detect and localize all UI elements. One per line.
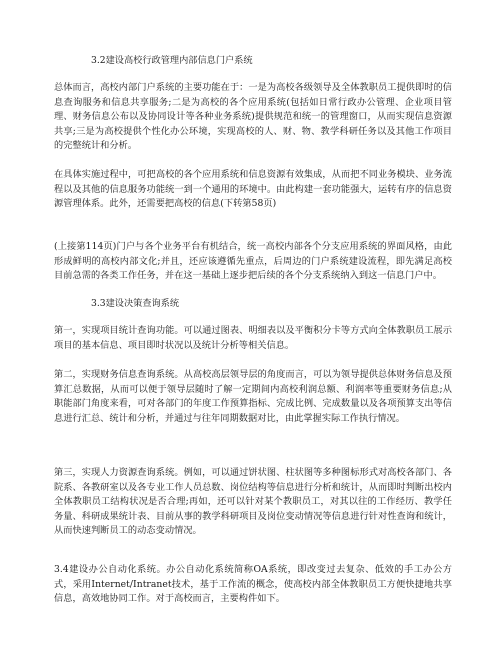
section-heading-3-2: 3.2建设高校行政管理内部信息门户系统 <box>91 55 253 66</box>
paragraph-project-query: 第一，实现项目统计查询功能。可以通过图表、明细表以及平衡积分卡等方式向全体教职员工展示项目的基本信息、项目即时状况以及统计分析等相关信息。 <box>54 325 452 351</box>
paragraph-portal-functions: 总体而言，高校内部门户系统的主要功能在于：一是为高校各级领导及全体教职员工提供即时的信息查询服务和信息共享服务;二是为高校的各个应用系统(包括如日常行政办公管理、企业项目管理、财务信息公布以及协同设计等各种业务系统)提供规范和统一的管理窗口，从而实现信息资源共享;三是为高校提供个性化办公环境，实现高校的人、财、物、教学科研任务以及其他工作项目的完整统计和分析。 <box>54 82 452 152</box>
paragraph-portal-continuation: (上接第114页)门户与各个业务平台有机结合，统一高校内部各个分支应用系统的界面风格，由此形成鲜明的高校内部文化;并且，还应该遵循先重点，后周边的门户系统建设流程，即先满足高校目前急需的各类工作任务，并在这一基础上逐步把后续的各个分支系统纳入到这一信息门户中。 <box>54 241 452 282</box>
paragraph-finance-query: 第二，实现财务信息查询系统。从高校高层领导层的角度而言，可以为领导提供总体财务信息及预算汇总数据，从而可以便于领导层随时了解一定期间内高校利润总额、利润率等重要财务信息;从职能部门角度来看，可对各部门的年度工作预算指标、完成比例、完成数量以及各项预算支出等信息进行汇总、统计和分析，并通过与往年同期数据对比，由此掌握实际工作执行情况。 <box>54 369 452 424</box>
paragraph-portal-implementation: 在具体实施过程中，可把高校的各个应用系统和信息资源有效集成，从而把不同业务模块、业务流程以及其他的信息服务功能统一到一个通用的环境中。由此构建一套功能强大，运转有序的信息资源管理体系。此外，还需要把高校的信息(下转第58页) <box>54 169 452 210</box>
section-heading-3-3: 3.3建设决策查询系统 <box>91 298 180 309</box>
paragraph-hr-query: 第三，实现人力资源查询系统。例如，可以通过饼状图、柱状图等多种图标形式对高校各部门、各院系、各教研室以及各专业工作人员总数、岗位结构等信息进行分析和统计，从而即时判断出校内全体教职员工结构状况是否合理;再如，还可以针对某个教职员工，对其以往的工作经历、教学任务量、科研成果统计表、目前从事的教学科研项目及岗位变动情况等信息进行针对性查询和统计，从而快速判断员工的动态变动情况。 <box>54 467 452 537</box>
paragraph-oa-system: 3.4建设办公自动化系统。办公自动化系统简称OA系统，即改变过去复杂、低效的手工办公方式，采用Internet/Intranet技术，基于工作流的概念，使高校内部全体教职员工方便快捷地共享信息，高效地协同工作。对于高校而言，主要构件如下。 <box>54 564 452 605</box>
